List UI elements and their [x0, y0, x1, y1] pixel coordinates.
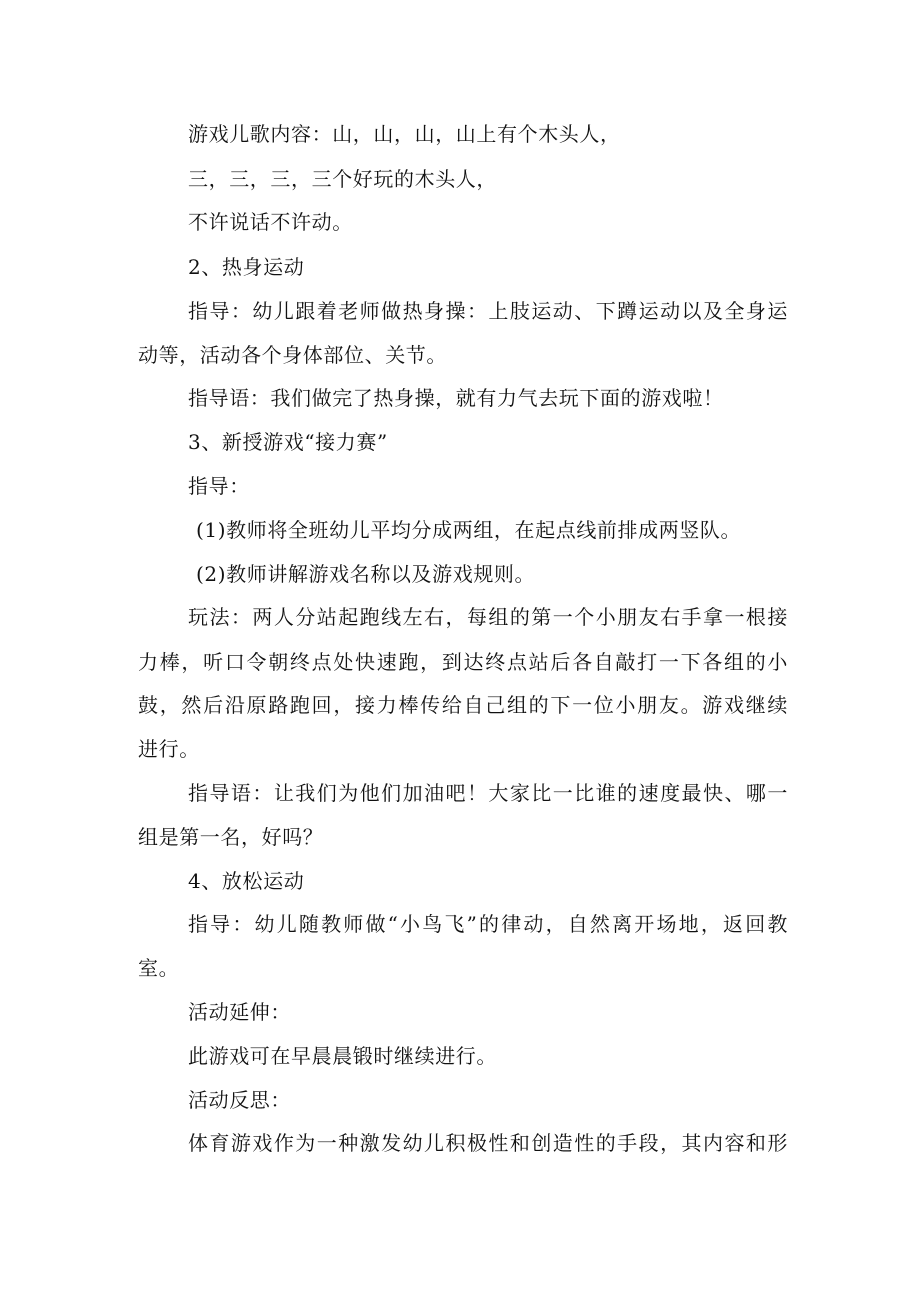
section-heading-extension: 活动延伸：: [188, 1000, 291, 1024]
paragraph-line: 组是第一名，好吗？: [138, 825, 324, 849]
paragraph-line: 鼓，然后沿原路跑回，接力棒传给自己组的下一位小朋友。游戏继续: [138, 693, 788, 717]
section-heading-reflection: 活动反思：: [188, 1088, 291, 1112]
paragraph-line: 此游戏可在早晨晨锻时继续进行。: [188, 1044, 497, 1068]
paragraph-line: 指导：: [188, 474, 250, 498]
list-item: (2)教师讲解游戏名称以及游戏规则。: [196, 562, 536, 586]
paragraph-line: 力棒，听口令朝终点处快速跑，到达终点站后各自敲打一下各组的小: [138, 650, 788, 674]
paragraph-line: 进行。: [138, 737, 200, 761]
paragraph-line: 指导：幼儿随教师做“小鸟飞”的律动，自然离开场地，返回教: [188, 912, 788, 936]
paragraph-line: 动等，活动各个身体部位、关节。: [138, 343, 447, 367]
paragraph-line: 指导：幼儿跟着老师做热身操：上肢运动、下蹲运动以及全身运: [188, 299, 788, 323]
nursery-rhyme-line-3: 不许说话不许动。: [188, 210, 353, 234]
paragraph-line: 体育游戏作为一种激发幼儿积极性和创造性的手段，其内容和形: [188, 1131, 788, 1155]
paragraph-line: 指导语：让我们为他们加油吧！大家比一比谁的速度最快、哪一: [188, 781, 788, 805]
section-heading-warmup: 2、热身运动: [188, 255, 305, 279]
paragraph-line: 玩法：两人分站起跑线左右，每组的第一个小朋友右手拿一根接: [188, 605, 788, 629]
nursery-rhyme-line-2: 三，三，三，三个好玩的木头人，: [188, 167, 497, 191]
paragraph-line: 指导语：我们做完了热身操，就有力气去玩下面的游戏啦！: [188, 386, 724, 410]
paragraph-line: 室。: [138, 956, 180, 980]
nursery-rhyme-line-1: 游戏儿歌内容：山，山，山，山上有个木头人，: [188, 122, 621, 146]
list-item: (1)教师将全班幼儿平均分成两组，在起点线前排成两竖队。: [196, 518, 742, 542]
section-heading-relax: 4、放松运动: [188, 869, 305, 893]
section-heading-relay: 3、新授游戏“接力赛”: [188, 430, 388, 454]
